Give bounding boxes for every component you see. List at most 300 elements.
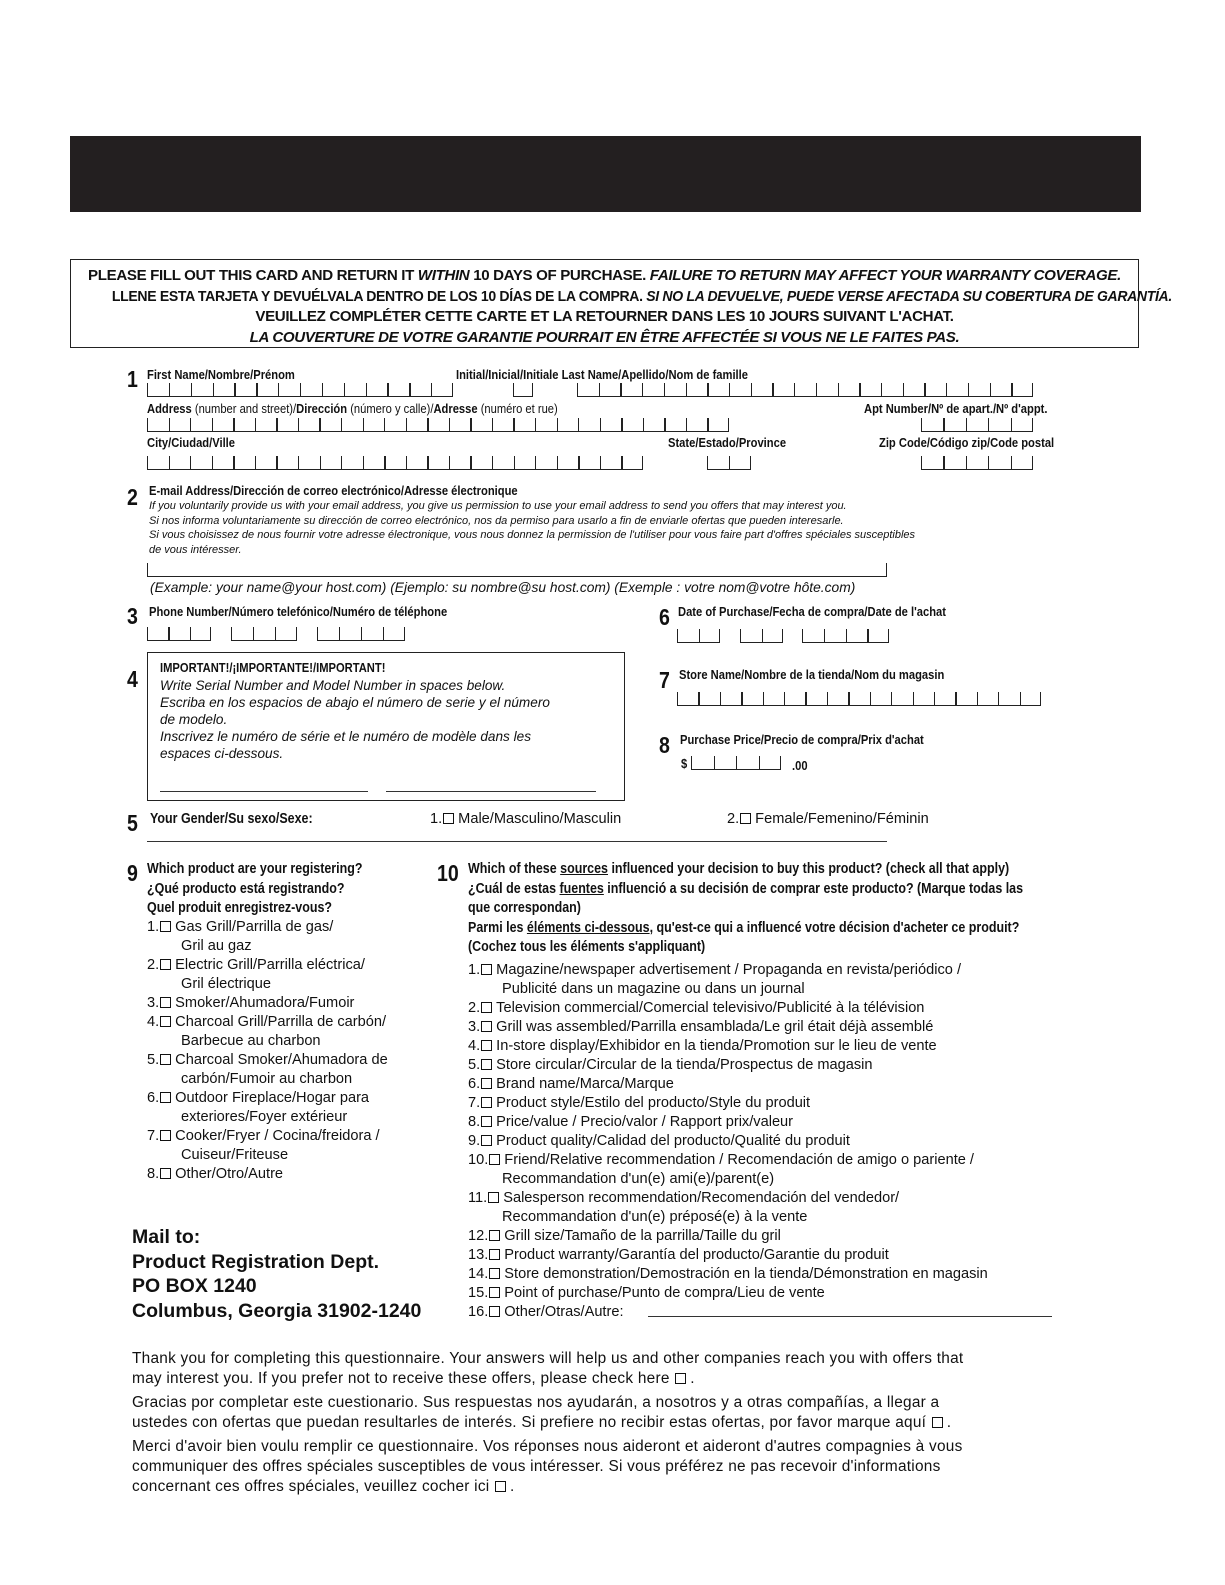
option-checkbox[interactable] [481,1059,492,1070]
source-option[interactable] [468,1151,988,1170]
source-options [468,961,988,1322]
product-option[interactable] [147,1089,388,1108]
phone-area-boxes[interactable] [147,627,211,641]
opt-out-checkbox-fr[interactable] [495,1481,506,1492]
box-divider [344,383,345,396]
option-label: Friend/Relative recommendation / Recomendación de amigo o pariente / [504,1152,974,1168]
option-checkbox[interactable] [489,1230,500,1241]
gender-option-male[interactable]: 1. Male/Masculino/Masculin [430,811,622,827]
option-number: 4. [468,1038,481,1054]
option-label: Product warranty/Garantía del producto/Garantie du produit [504,1247,889,1263]
box-divider [470,456,471,469]
option-checkbox[interactable] [160,1016,171,1027]
option-number: 5. [468,1057,481,1073]
box-divider [846,629,847,642]
email-consent-text: If you voluntarily provide us with your email address, you give us permission to use your email address to send you offers that may interest you. Si nos informa voluntariamente su dirección de correo electrónico, nos da permiso para usarlo a fin de enviarle ofertas que pueden interesarle. Si vous choisissez de nous fournir votre adresse électronique, vous nous donnez la permission de l'utiliser pour vous faire part d'offres spéciales susceptibles de vous intéresser. [149,500,916,556]
box-divider [943,456,944,469]
box-divider [449,418,450,431]
box-divider [802,629,803,642]
box-divider [780,756,781,769]
box-divider [720,692,721,705]
state-label: State/Estado/Province [668,435,787,450]
section-number-7: 7 [659,667,670,693]
gender-option-female[interactable]: 2. Female/Femenino/Féminin [727,811,929,827]
box-divider [427,418,428,431]
box-divider [1032,456,1033,469]
option-label-continued: Recommandation d'un(e) préposé(e) à la vente [502,1209,808,1225]
option-label: Smoker/Ahumadora/Fumoir [175,995,355,1011]
box-divider [955,692,956,705]
box-divider [643,418,644,431]
source-option[interactable] [468,1056,988,1075]
purchase-date-label: Date of Purchase/Fecha de compra/Date de l'achat [678,604,946,619]
box-divider [686,383,687,396]
box-divider [881,383,882,396]
box-divider [848,692,849,705]
section-number-9: 9 [127,860,138,886]
option-checkbox[interactable] [489,1287,500,1298]
box-divider [253,627,254,640]
option-checkbox[interactable] [481,1040,492,1051]
box-divider [363,418,364,431]
box-divider [557,456,558,469]
box-divider [943,418,944,431]
option-number: 11. [468,1190,488,1206]
box-divider [256,383,257,396]
box-divider [924,383,925,396]
box-divider [998,692,999,705]
option-continuation [468,980,988,999]
box-divider [384,418,385,431]
option-label: Point of purchase/Punto de compra/Lieu de vente [504,1285,825,1301]
box-divider [409,383,410,396]
state-boxes[interactable] [707,456,751,470]
source-option[interactable] [468,1037,988,1056]
box-divider [642,383,643,396]
option-checkbox[interactable] [481,964,492,975]
box-divider [168,627,169,640]
section-number-10: 10 [437,860,459,886]
box-divider [213,383,214,396]
section-number-8: 8 [659,732,670,758]
option-number: 16. [468,1304,489,1320]
option-number: 10. [468,1152,489,1168]
box-divider [784,692,785,705]
apt-number-boxes[interactable] [921,418,1033,432]
gender-label: Your Gender/Su sexo/Sexe: [150,811,313,827]
option-label: Other/Otras/Autre: [504,1304,624,1320]
store-name-label: Store Name/Nombre de la tienda/Nom du magasin [679,667,945,682]
box-divider [169,456,170,469]
option-label-continued: Gril électrique [181,976,272,992]
box-divider [298,418,299,431]
box-divider [431,383,432,396]
box-divider [707,383,708,396]
option-label-continued: Publicité dans un magazine ou dans un journal [502,981,805,997]
box-divider [276,456,277,469]
box-divider [577,383,578,396]
box-divider [427,456,428,469]
option-label-continued: Barbecue au charbon [181,1033,321,1049]
box-divider [934,692,935,705]
box-divider [714,756,715,769]
option-checkbox[interactable] [481,1116,492,1127]
phone-prefix-boxes[interactable] [231,627,297,641]
option-number: 12. [468,1228,489,1244]
email-label: E-mail Address/Dirección de correo electrónico/Adresse électronique [149,483,518,498]
box-divider [763,692,764,705]
box-divider [341,418,342,431]
option-continuation [147,1032,388,1051]
option-label: In-store display/Exhibidor en la tienda/Promotion sur le lieu de vente [496,1038,937,1054]
box-divider [968,383,969,396]
city-label: City/Ciudad/Ville [147,435,236,450]
option-label: Product quality/Calidad del producto/Qualité du produit [496,1133,850,1149]
notice-line-1: PLEASE FILL OUT THIS CARD AND RETURN IT WITHIN 10 DAYS OF PURCHASE. FAILURE TO RETURN MAY AFFECT YOUR WARRANTY COVERAGE. [88,267,1121,284]
box-divider [190,627,191,640]
box-divider [691,756,692,769]
box-divider [578,456,579,469]
option-label-continued: Gril au gaz [181,938,252,954]
box-divider [838,383,839,396]
source-option[interactable] [468,1113,988,1132]
box-divider [255,418,256,431]
box-divider [677,629,678,642]
option-continuation [147,975,388,994]
box-divider [452,383,453,396]
option-label: Outdoor Fireplace/Hogar para [175,1090,370,1106]
product-option[interactable] [147,1013,388,1032]
purchase-year-boxes[interactable] [802,629,889,643]
option-checkbox[interactable] [160,1054,171,1065]
source-option[interactable] [468,1265,988,1284]
section-divider [147,841,887,842]
option-checkbox[interactable] [489,1249,500,1260]
city-boxes[interactable] [147,456,643,470]
option-label: Price/value / Precio/valor / Rapport prix/valeur [496,1114,794,1130]
box-divider [341,456,342,469]
product-option[interactable] [147,994,388,1013]
box-divider [620,383,621,396]
option-checkbox[interactable] [489,1268,500,1279]
box-divider [578,418,579,431]
option-checkbox[interactable] [489,1154,500,1165]
section-number-6: 6 [659,604,670,630]
option-label: Salesperson recommendation/Recomendación del vendedor/ [503,1190,900,1206]
box-divider [772,383,773,396]
box-divider [677,692,678,705]
box-divider [600,456,601,469]
box-divider [891,692,892,705]
box-divider [535,418,536,431]
important-title: IMPORTANT!/¡IMPORTANTE!/IMPORTANT! [160,660,386,675]
option-number: 1. [147,919,160,935]
section-number-4: 4 [127,666,138,692]
apt-number-label: Apt Number/Nº de apart./Nº d'appt. [864,401,1048,416]
box-divider [824,629,825,642]
source-option[interactable] [468,1246,988,1265]
box-divider [736,756,737,769]
box-divider [621,418,622,431]
section-number-2: 2 [127,484,138,510]
box-divider [719,629,720,642]
source-option[interactable] [468,961,988,980]
product-question: Which product are your registering? ¿Qué producto está registrando? Quel produit enregistrez-vous? [147,861,363,916]
box-divider [859,383,860,396]
box-divider [255,456,256,469]
box-divider [319,418,320,431]
option-checkbox[interactable] [160,921,171,932]
source-option[interactable] [468,1094,988,1113]
box-divider [190,456,191,469]
box-divider [600,418,601,431]
source-option[interactable] [468,1227,988,1246]
box-divider [387,383,388,396]
box-divider [988,456,989,469]
source-option[interactable] [468,1075,988,1094]
box-divider [212,418,213,431]
important-instructions: Write Serial Number and Model Number in spaces below. Escriba en los espacios de abajo el número de serie y el número de modelo. Inscrivez le numéro de série et le numéro de modèle dans les espaces ci-dessous. [160,678,550,761]
closing-text: Thank you for completing this questionnaire. Your answers will help us and other companies reach you with offers that may interest you. If you prefer not to receive these offers, please check here . Gracias por completar este cuestionario. Sus respuestas nos ayudarán, a nosotros y a otras compañías, a llegar a ustedes con ofertas que puedan resultarles de interés. Si prefiere no recibir estas ofertas, por favor marque aquí . Merci d'avoir bien voulu remplir ce questionnaire. Vos réponses nous aideront et aideront d'autres compagnies à vous communiquer des offres spéciales susceptibles de vous intéresser. Si vous préférez ne pas recevoir d'informations concernant ces offres spéciales, veuillez cocher ici . [132,1350,964,1495]
source-option[interactable] [468,1303,988,1322]
notice-line-3: VEUILLEZ COMPLÉTER CETTE CARTE ET LA RETOURNER DANS LES 10 JOURS SUIVANT L'ACHAT. [255,308,954,326]
section-number-3: 3 [127,603,138,629]
box-divider [275,627,276,640]
box-divider [664,383,665,396]
box-divider [759,756,760,769]
box-divider [903,383,904,396]
box-divider [946,383,947,396]
last-name-boxes[interactable] [577,383,1033,397]
option-label: Grill size/Tamaño de la parrilla/Taille du gril [504,1228,781,1244]
box-divider [750,456,751,469]
option-number: 2. [147,957,160,973]
option-label-continued: Cuiseur/Friteuse [181,1147,289,1163]
serial-number-field[interactable] [160,791,368,792]
option-number: 6. [147,1090,160,1106]
box-divider [1011,383,1012,396]
option-checkbox[interactable] [488,1192,499,1203]
option-number: 8. [468,1114,481,1130]
model-number-field[interactable] [386,791,596,792]
box-divider [621,456,622,469]
box-divider [317,627,318,640]
box-divider [699,629,700,642]
box-divider [698,692,699,705]
phone-label: Phone Number/Número telefónico/Numéro de téléphone [149,604,448,619]
price-cents: .00 [792,758,808,773]
first-name-label: First Name/Nombre/Prénom [147,367,295,382]
address-boxes[interactable] [147,418,729,432]
opt-out-checkbox-es[interactable] [932,1417,943,1428]
box-divider [513,383,514,396]
option-label: Television commercial/Comercial televisivo/Publicité à la télévision [496,1000,925,1016]
product-option[interactable] [147,1127,388,1146]
header-banner [70,136,1141,212]
box-divider [492,456,493,469]
box-divider [1032,383,1033,396]
box-divider [1032,418,1033,431]
other-source-field[interactable] [648,1316,1052,1317]
box-divider [231,627,232,640]
box-divider [782,629,783,642]
option-label: Other/Otro/Autre [175,1166,284,1182]
option-checkbox[interactable] [160,1168,171,1179]
box-divider [383,627,384,640]
source-option[interactable] [468,1132,988,1151]
box-divider [751,383,752,396]
option-continuation [468,1208,988,1227]
product-option[interactable] [147,1165,388,1184]
phone-line-boxes[interactable] [317,627,405,641]
box-divider [361,627,362,640]
option-continuation [468,1170,988,1189]
product-option[interactable] [147,956,388,975]
option-number: 14. [468,1266,489,1282]
box-divider [729,383,730,396]
option-checkbox[interactable] [160,1092,171,1103]
box-divider [913,692,914,705]
box-divider [366,383,367,396]
box-divider [888,629,889,642]
box-divider [827,692,828,705]
box-divider [190,418,191,431]
box-divider [514,456,515,469]
option-number: 4. [147,1014,160,1030]
option-checkbox[interactable] [160,959,171,970]
option-number: 3. [147,995,160,1011]
option-checkbox[interactable] [481,1135,492,1146]
initial-boxes[interactable] [513,383,533,397]
box-divider [191,383,192,396]
purchase-price-boxes[interactable] [691,756,781,770]
option-checkbox[interactable] [481,1021,492,1032]
option-number: 9. [468,1133,481,1149]
option-label: Charcoal Smoker/Ahumadora de [175,1052,388,1068]
box-divider [1011,418,1012,431]
box-divider [966,456,967,469]
box-divider [1011,456,1012,469]
option-label-continued: exteriores/Foyer extérieur [181,1109,348,1125]
purchase-price-label: Purchase Price/Precio de compra/Prix d'achat [680,732,924,747]
option-label: Magazine/newspaper advertisement / Propaganda en revista/periódico / [496,962,962,978]
product-options [147,918,388,1184]
option-number: 8. [147,1166,160,1182]
opt-out-checkbox-en[interactable] [675,1373,686,1384]
box-divider [977,692,978,705]
female-checkbox[interactable] [740,813,751,824]
box-divider [707,418,708,431]
option-number: 3. [468,1019,481,1035]
box-divider [870,692,871,705]
zip-boxes[interactable] [921,456,1033,470]
box-divider [762,629,763,642]
source-option[interactable] [468,999,988,1018]
option-checkbox[interactable] [160,1130,171,1141]
box-divider [1040,692,1041,705]
purchase-day-boxes[interactable] [740,629,783,643]
store-name-boxes[interactable] [677,692,1041,706]
first-name-boxes[interactable] [147,383,453,397]
box-divider [276,418,277,431]
box-divider [147,418,148,431]
box-divider [210,627,211,640]
zip-label: Zip Code/Código zip/Code postal [879,435,1055,450]
box-divider [535,456,536,469]
source-option[interactable] [468,1284,988,1303]
notice-box [70,259,1172,348]
option-checkbox[interactable] [481,1002,492,1013]
box-divider [867,629,868,642]
option-number: 15. [468,1285,489,1301]
option-label-continued: carbón/Fumoir au charbon [181,1071,353,1087]
option-label: Grill was assembled/Parrilla ensamblada/Le gril était déjà assemblé [496,1019,934,1035]
box-divider [740,629,741,642]
box-divider [741,692,742,705]
option-checkbox[interactable] [160,997,171,1008]
box-divider [212,456,213,469]
box-divider [794,383,795,396]
box-divider [966,418,967,431]
purchase-month-boxes[interactable] [677,629,720,643]
option-label: Electric Grill/Parrilla eléctrica/ [175,957,365,973]
option-number: 2. [468,1000,481,1016]
option-checkbox[interactable] [489,1306,500,1317]
email-example: (Example: your name@your host.com) (Ejemplo: su nombre@su host.com) (Exemple : votre nom@votre hôte.com) [150,580,856,595]
option-continuation [147,1108,388,1127]
option-checkbox[interactable] [481,1097,492,1108]
box-divider [300,383,301,396]
option-label: Brand name/Marca/Marque [496,1076,674,1092]
address-label: Address (number and street)/Dirección (número y calle)/Adresse (numéro et rue) [147,401,558,416]
option-label: Gas Grill/Parrilla de gas/ [175,919,334,935]
box-divider [805,692,806,705]
box-divider [990,383,991,396]
box-divider [147,383,148,396]
box-divider [532,383,533,396]
notice-line-2: LLENE ESTA TARJETA Y DEVUÉLVALA DENTRO DE LOS 10 DÍAS DE LA COMPRA. SI NO LA DEVUELVE, PUEDE VERSE AFECTADA SU COBERTURA DE GARANTÍA. [111,287,1172,305]
box-divider [921,418,922,431]
source-option[interactable] [468,1189,988,1208]
box-divider [406,418,407,431]
email-field[interactable] [147,563,887,577]
box-divider [233,418,234,431]
box-divider [320,456,321,469]
male-checkbox[interactable] [443,813,454,824]
box-divider [1020,692,1021,705]
option-label-continued: Recommandation d'un(e) ami(e)/parent(e) [502,1171,775,1187]
product-option[interactable] [147,1051,388,1070]
source-option[interactable] [468,1018,988,1037]
option-number: 6. [468,1076,481,1092]
box-divider [322,383,323,396]
box-divider [470,418,471,431]
product-option[interactable] [147,918,388,937]
box-divider [147,456,148,469]
box-divider [816,383,817,396]
box-divider [728,418,729,431]
option-label: Charcoal Grill/Parrilla de carbón/ [175,1014,387,1030]
option-label: Cooker/Fryer / Cocina/freidora / [175,1128,380,1144]
mail-address: Mail to: Product Registration Dept. PO BOX 1240 Columbus, Georgia 31902-1240 [132,1226,422,1322]
option-label: Store circular/Circular de la tienda/Prospectus de magasin [496,1057,873,1073]
box-divider [147,627,148,640]
sources-question: Which of these sources influenced your decision to buy this product? (check all that apply) ¿Cuál de estas fuentes influenció a su decisión de comprar este producto? (Marque todas las que correspondan) Parmi les éléments ci-dessous, qu'est-ce qui a influencé votre décision d'acheter ce produit? (Cochez tous les éléments s'appliquant) [468,861,1024,955]
box-divider [492,418,493,431]
option-checkbox[interactable] [481,1078,492,1089]
box-divider [234,383,235,396]
option-label: Product style/Estilo del producto/Style du produit [496,1095,811,1111]
